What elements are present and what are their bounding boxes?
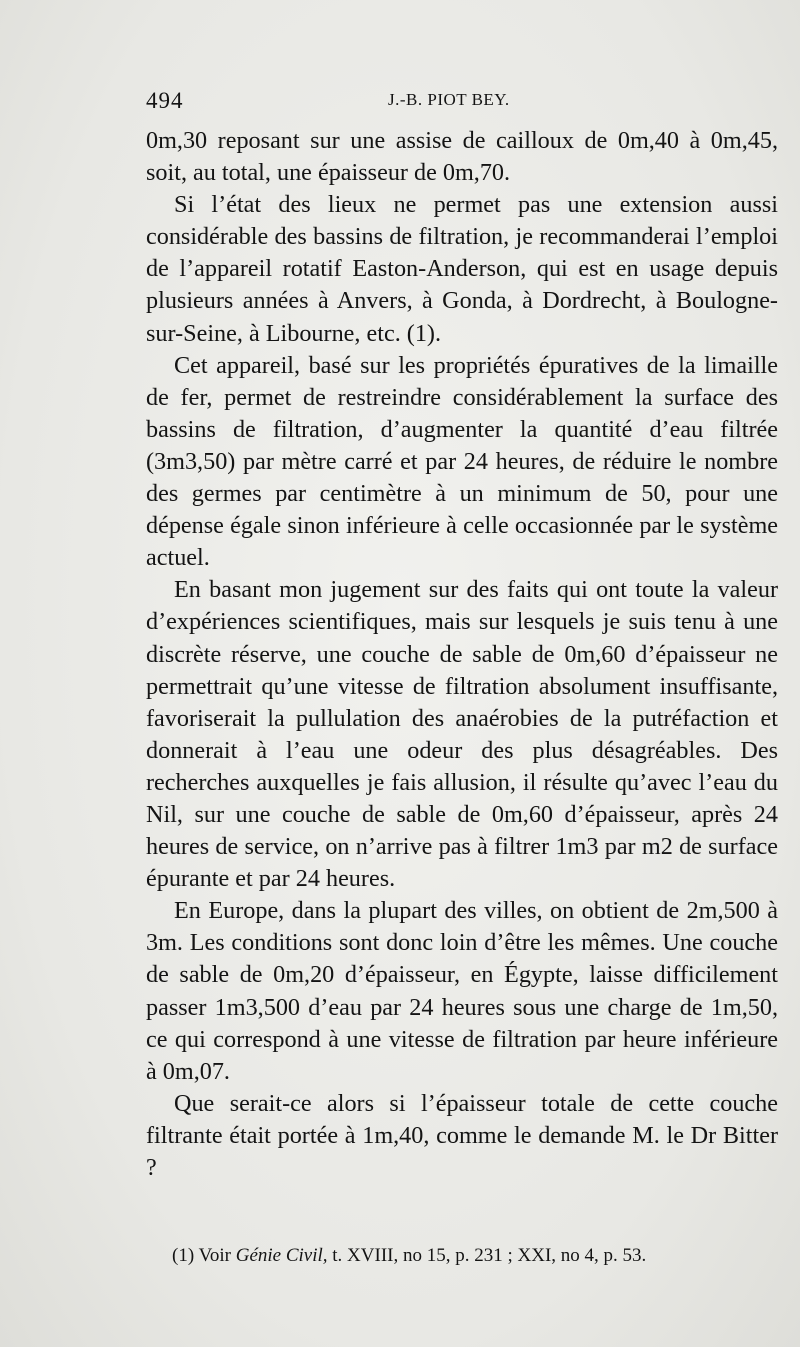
footnote-lead: Voir xyxy=(198,1245,231,1266)
footnote xyxy=(172,1244,792,1268)
paragraph: Si l’état des lieux ne permet pas une extension aussi considérable des bassins de filtration, je recommanderai l’emploi de l’appareil rotatif Easton-Anderson, qui est en usage depuis plusieurs années à Anvers, à Gonda, à Dordrecht, à Boulogne-sur-Seine, à Libourne, etc. (1). xyxy=(146,191,778,347)
paragraph: En basant mon jugement sur des faits qui ont toute la valeur d’expériences scientifiques, mais sur lesquels je suis tenu à une discrète réserve, une couche de sable de 0m,60 d’épaisseur ne permettrait qu’une vitesse de filtration absolument insuffisante, favoriserait la pullulation des anaérobies de la putréfaction et donnerait à l’eau une odeur des plus désagréables. Des recherches auxquelles je fais allusion, il résulte qu’avec l’eau du Nil, sur une couche de sable de 0m,60 d’épaisseur, après 24 heures de service, on n’arrive pas à filtrer 1m3 par m2 de surface épurante et par 24 heures. xyxy=(146,576,778,893)
paragraph: 0m,30 reposant sur une assise de cailloux de 0m,40 à 0m,45, soit, au total, une épaisseur de 0m,70. xyxy=(146,127,778,187)
footnote-reference: t. XVIII, no 15, p. 231 ; XXI, no 4, p. 53. xyxy=(332,1245,647,1266)
running-title: J.-B. PIOT BEY. xyxy=(388,90,510,109)
page-number: 494 xyxy=(146,88,184,113)
page-header xyxy=(146,88,776,118)
paragraph: En Europe, dans la plupart des villes, on obtient de 2m,500 à 3m. Les conditions sont donc loin d’être les mêmes. Une couche de sable de 0m,20 d’épaisseur, en Égypte, laisse difficilement passer 1m3,500 d’eau par 24 heures sous une charge de 1m,50, ce qui correspond à une vitesse de filtration par heure inférieure à 0m,07. xyxy=(146,897,778,1085)
paragraph: Que serait-ce alors si l’épaisseur totale de cette couche filtrante était portée à 1m,40, comme le demande M. le Dr Bitter ? xyxy=(146,1089,778,1181)
footnote-journal: Génie Civil, xyxy=(235,1245,328,1266)
paragraph: Cet appareil, basé sur les propriétés épuratives de la limaille de fer, permet de restreindre considérablement la surface des bassins de filtration, d’augmenter la quantité d’eau filtrée (3m3,50) par mètre carré et par 24 heures, de réduire le nombre des germes par centimètre à un minimum de 50, pour une dépense égale sinon inférieure à celle occasionnée par le système actuel. xyxy=(146,351,778,572)
footnote-marker: (1) xyxy=(172,1245,195,1266)
body-text xyxy=(146,125,778,1184)
